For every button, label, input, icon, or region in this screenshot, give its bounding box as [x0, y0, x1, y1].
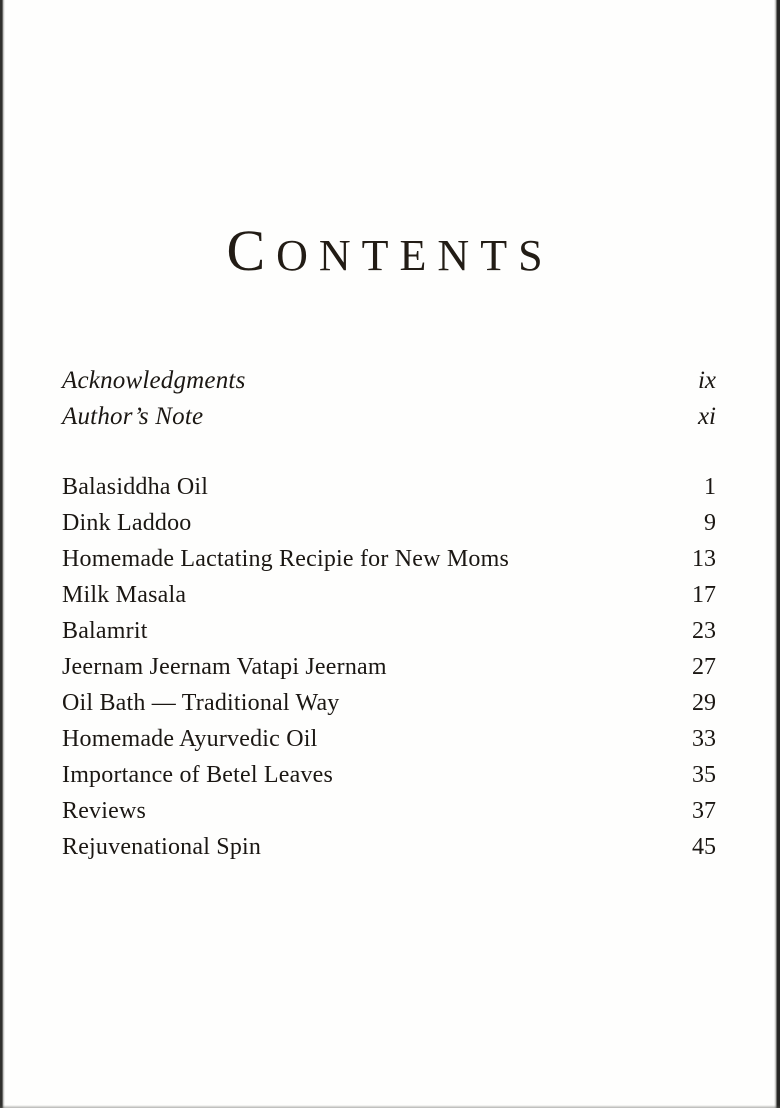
toc-entry-page-number: 45 [692, 834, 716, 860]
toc-entry-page-number: 35 [692, 762, 716, 788]
toc-entry-label: Dink Laddoo [62, 510, 192, 536]
toc-body [62, 363, 718, 865]
scan-edge-right [774, 0, 780, 1108]
toc-row [62, 363, 718, 399]
front-matter-list [62, 363, 718, 435]
toc-row [62, 721, 718, 757]
toc-row [62, 649, 718, 685]
toc-entry-page-number: 9 [704, 510, 716, 536]
toc-entry-label: Oil Bath — Traditional Way [62, 690, 340, 716]
toc-entry-page-number: 1 [704, 474, 716, 500]
toc-entry-label: Acknowledgments [62, 367, 246, 394]
toc-entry-page-number: xi [697, 403, 716, 430]
toc-entry-label: Homemade Lactating Recipie for New Moms [62, 546, 509, 572]
toc-row [62, 757, 718, 793]
toc-entry-label: Author’s Note [62, 403, 204, 430]
toc-row [62, 685, 718, 721]
toc-entry-page-number: 29 [692, 690, 716, 716]
toc-row [62, 577, 718, 613]
toc-row [62, 469, 718, 505]
toc-entry-page-number: 37 [692, 798, 716, 824]
toc-row [62, 613, 718, 649]
toc-entry-page-number: 33 [692, 726, 716, 752]
toc-row [62, 829, 718, 865]
toc-entry-label: Reviews [62, 798, 147, 824]
toc-row [62, 541, 718, 577]
scan-edge-left [0, 0, 5, 1108]
toc-entry-page-number: 17 [692, 582, 716, 608]
toc-entry-label: Balasiddha Oil [62, 474, 209, 500]
toc-entry-page-number: 13 [692, 546, 716, 572]
toc-entry-label: Balamrit [62, 618, 148, 644]
contents-title: CONTENTS [226, 218, 554, 283]
toc-entry-page-number: 23 [692, 618, 716, 644]
toc-row [62, 399, 718, 435]
toc-row [62, 793, 718, 829]
toc-entry-page-number: 27 [692, 654, 716, 680]
toc-row [62, 505, 718, 541]
toc-entry-label: Rejuvenational Spin [62, 834, 262, 860]
toc-entry-page-number: ix [697, 367, 716, 394]
chapter-list [62, 469, 718, 865]
toc-entry-label: Jeernam Jeernam Vatapi Jeernam [62, 654, 387, 680]
toc-entry-label: Homemade Ayurvedic Oil [62, 726, 318, 752]
toc-entry-label: Milk Masala [62, 582, 187, 608]
toc-entry-label: Importance of Betel Leaves [62, 762, 334, 788]
